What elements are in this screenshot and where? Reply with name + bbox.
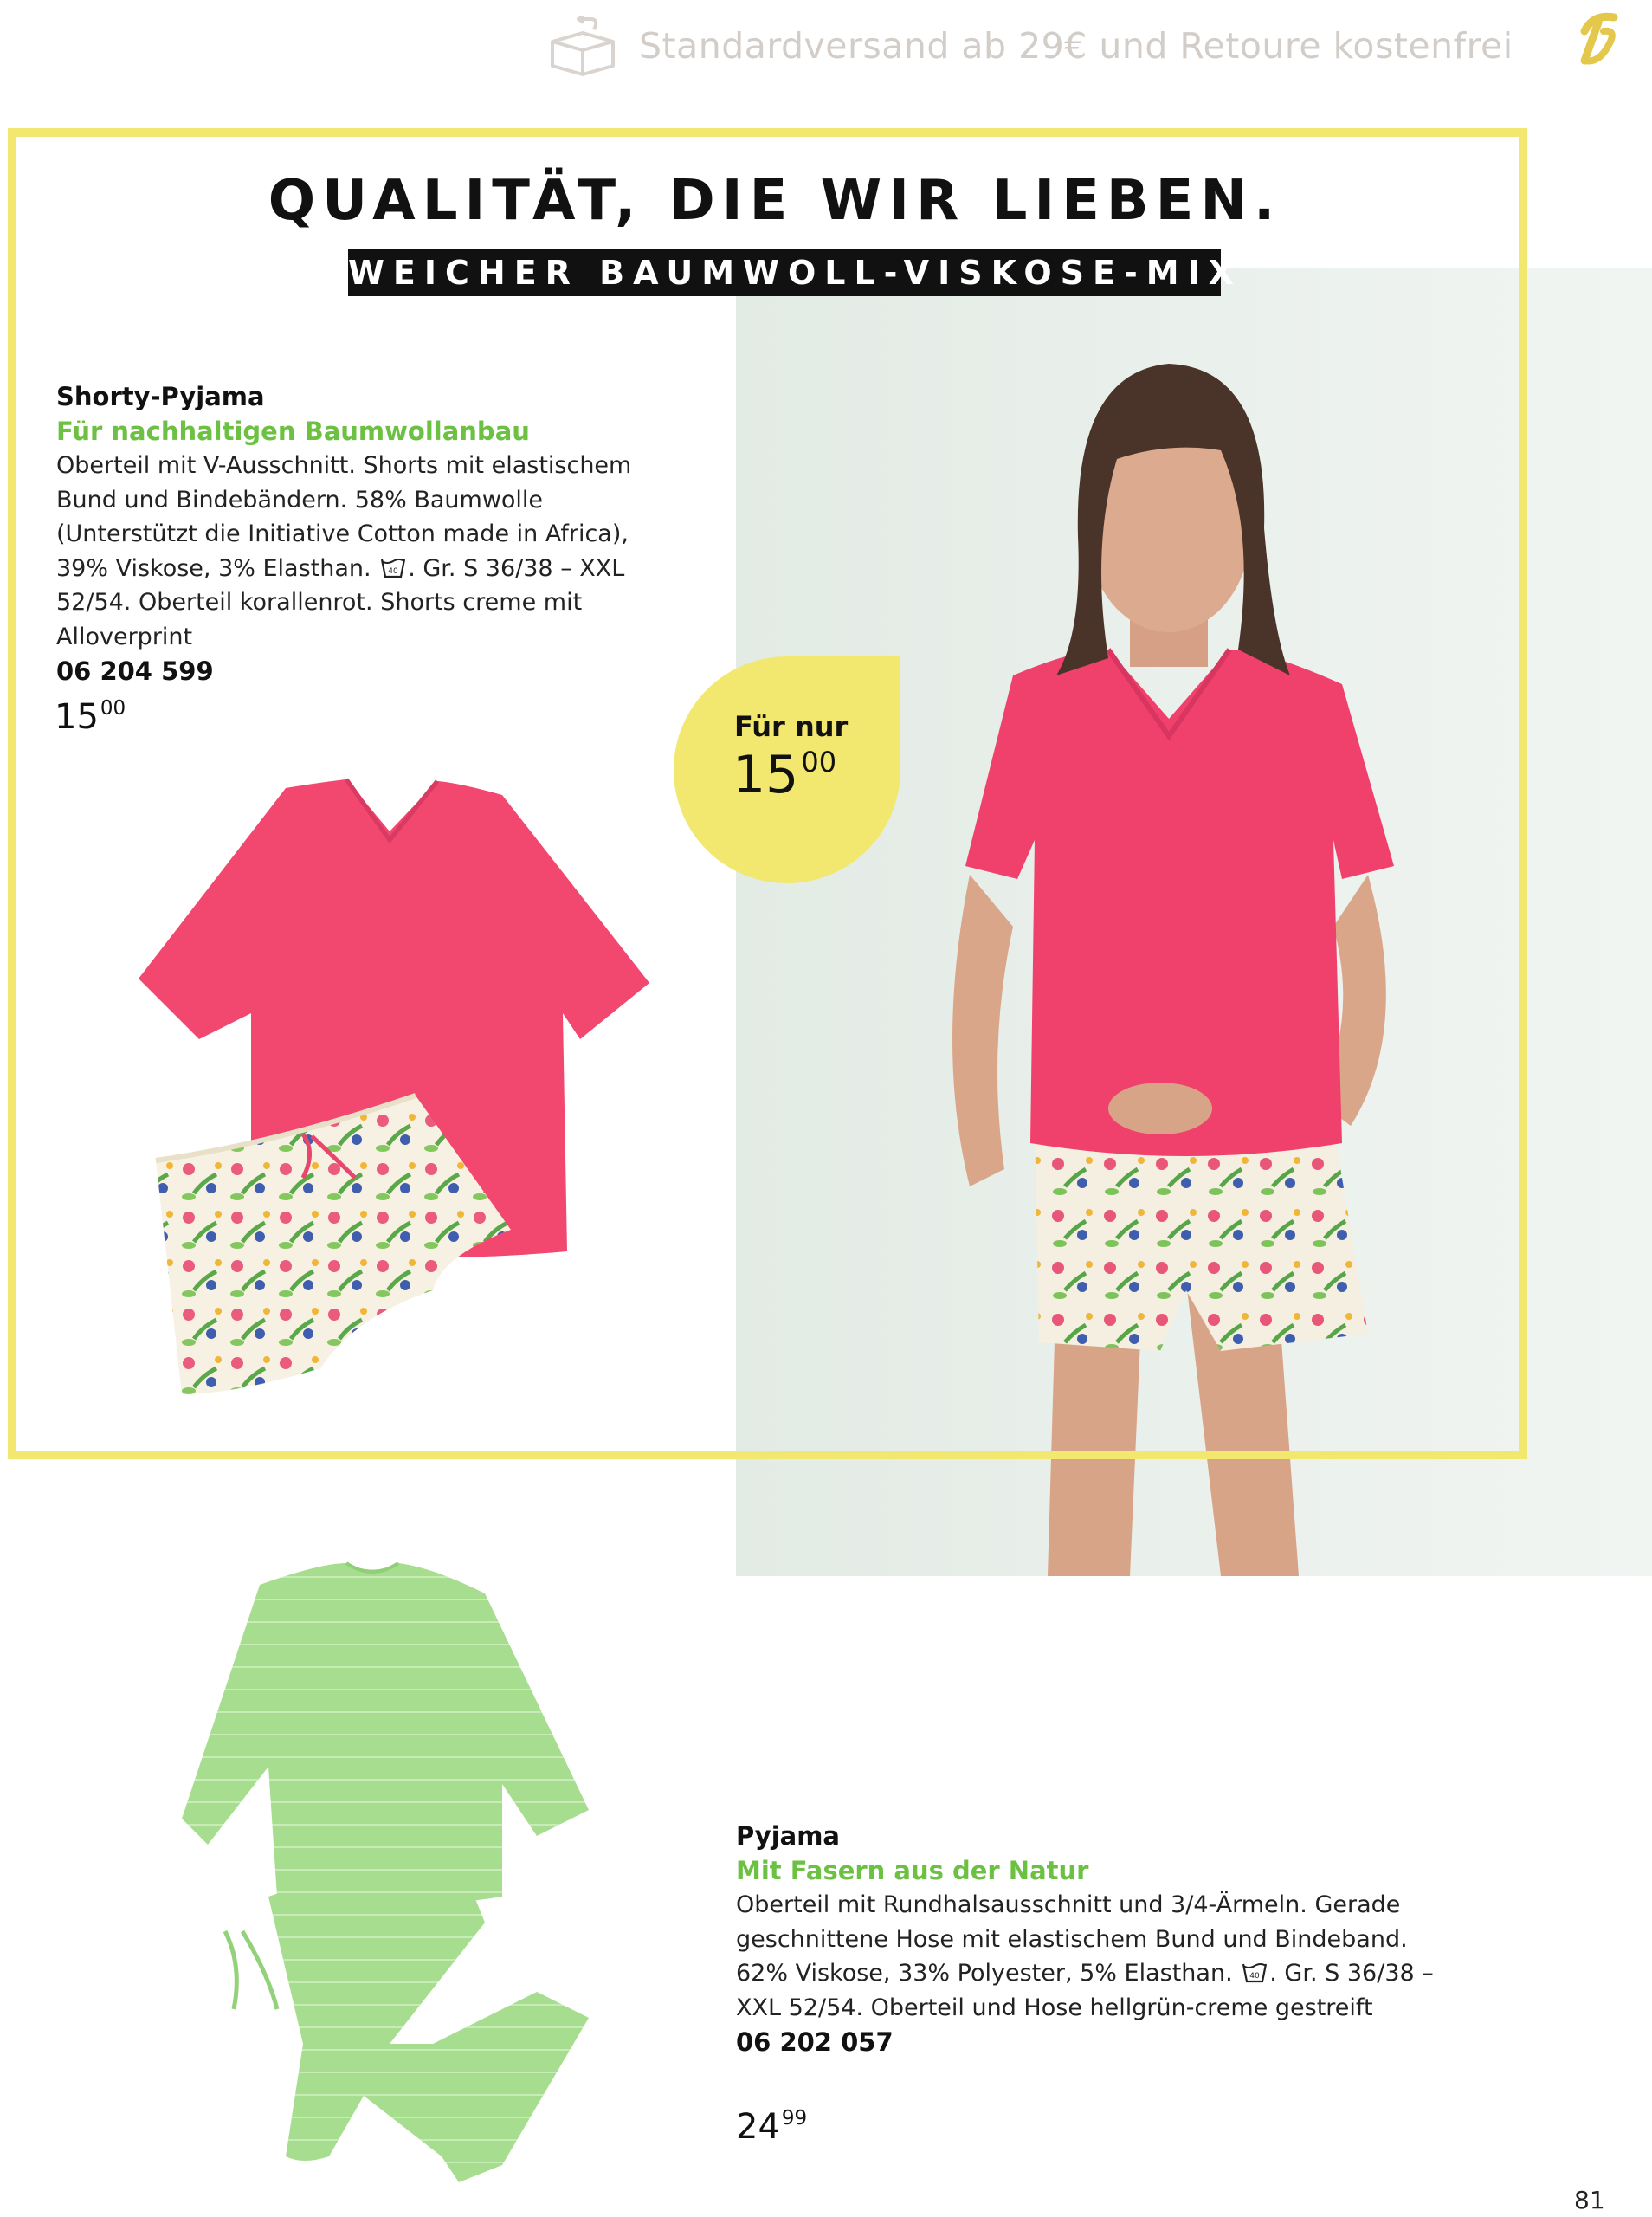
product-image-pyjama (173, 1559, 658, 2191)
svg-text:40: 40 (388, 566, 398, 576)
return-box-icon (545, 16, 620, 76)
promo-price (732, 745, 836, 805)
product-pyjama (736, 1819, 1463, 2059)
product-description-part1: Oberteil mit V-Ausschnitt. Shorts mit elastischem Bund und Bindebändern. 58% Baumwolle (Unterstützt die Initiative Cotton made in Africa), 39% Viskose, 3% Elasthan. (56, 452, 632, 582)
page-subtitle: WEICHER BAUMWOLL-VISKOSE-MIX (348, 249, 1221, 296)
tchibo-logo (1558, 7, 1628, 68)
shipping-text: Standardversand ab 29€ und Retoure kostenfrei (639, 25, 1513, 67)
product-description-part2: . Gr. S 36/38 – XXL 52/54. Oberteil und Hose hellgrün-creme gestreift (736, 1960, 1434, 2021)
product-price (55, 697, 126, 737)
product-tagline: Mit Fasern aus der Natur (736, 1856, 1089, 1885)
product-shorty-pyjama (56, 379, 662, 688)
product-tagline: Für nachhaltigen Baumwollanbau (56, 417, 530, 446)
product-price (736, 2107, 807, 2147)
product-name: Shorty-Pyjama (56, 382, 265, 411)
promo-price-cents: 00 (801, 746, 837, 779)
promo-price-main: 15 (732, 745, 799, 805)
page-title: QUALITÄT, DIE WIR LIEBEN. (268, 169, 1282, 233)
price-cents: 99 (781, 2107, 808, 2130)
product-description-part2: . Gr. S 36/38 – XXL 52/54. Oberteil korallenrot. Shorts creme mit Alloverprint (56, 554, 625, 650)
promo-label: Für nur (734, 710, 849, 743)
price-main: 24 (736, 2107, 780, 2147)
shipping-banner (545, 16, 1513, 76)
wash-40-icon (380, 556, 406, 578)
svg-text:40: 40 (1249, 1972, 1260, 1981)
article-number: 06 204 599 (56, 656, 214, 686)
price-main: 15 (55, 697, 99, 737)
product-name: Pyjama (736, 1821, 840, 1851)
wash-40-icon (1242, 1961, 1268, 1983)
product-description (736, 1888, 1463, 2025)
product-description-part1: Oberteil mit Rundhalsausschnitt und 3/4-Ärmeln. Gerade geschnittene Hose mit elastischem Bund und Bindeband. 62% Viskose, 33% Polyester, 5% Elasthan. (736, 1891, 1408, 1987)
page-number: 81 (1574, 2186, 1605, 2214)
price-cents: 00 (100, 697, 126, 720)
product-description (56, 449, 662, 654)
product-image-shorty-pyjama (130, 771, 667, 1412)
article-number: 06 202 057 (736, 2027, 894, 2057)
